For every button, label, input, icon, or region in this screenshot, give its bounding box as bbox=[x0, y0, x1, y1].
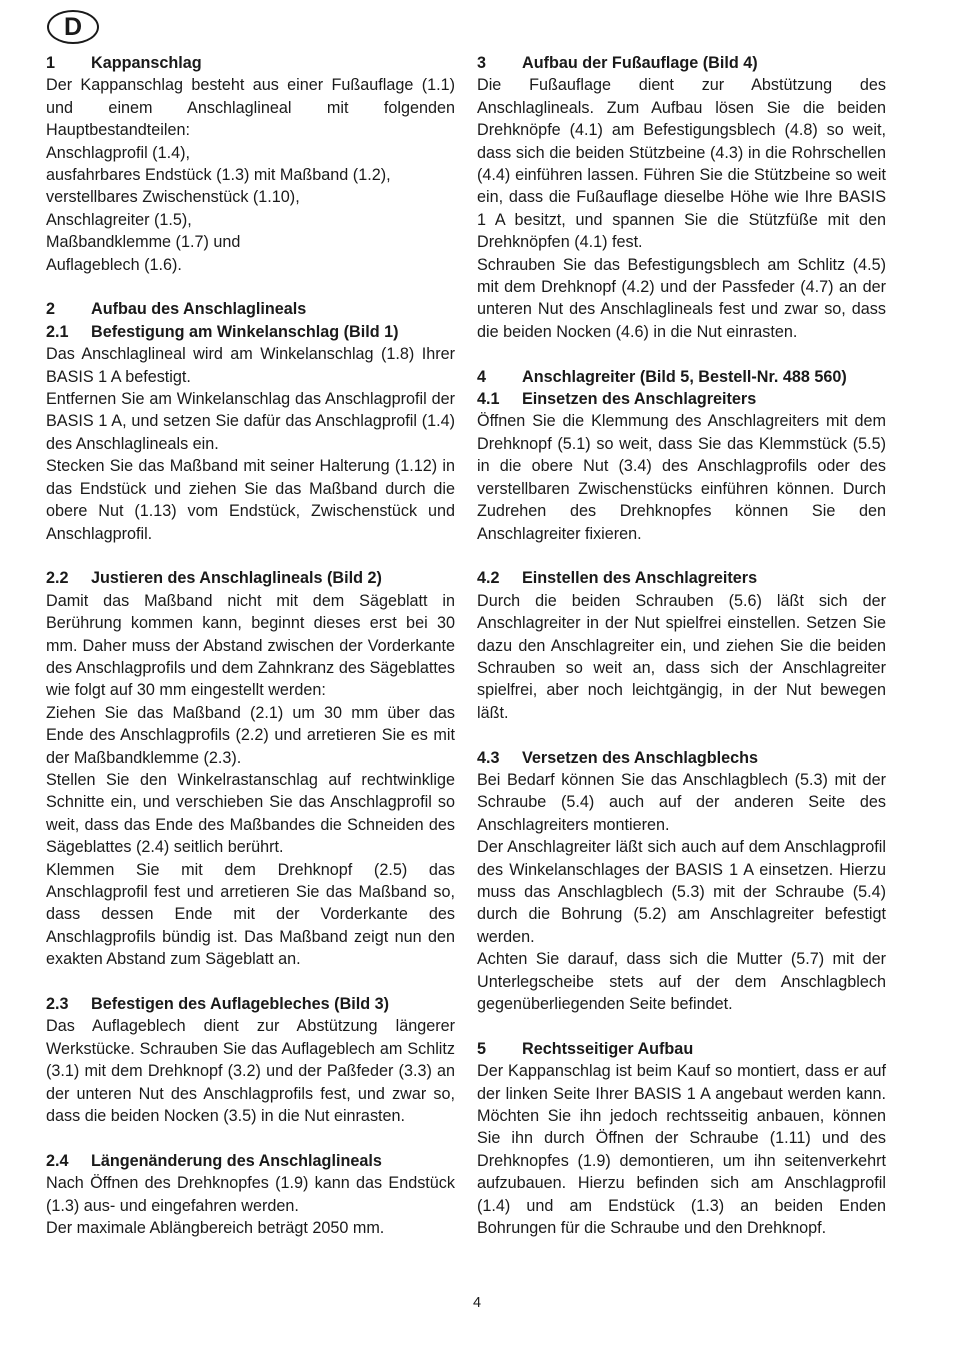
section-heading bbox=[477, 52, 886, 74]
paragraph: Durch die beiden Schrauben (5.6) läßt sich der Anschlagreiter in der Nut spielfrei einstellen. Setzen Sie dazu den Anschlagreiter ein, und ziehen Sie die beiden Schrauben so weit an, dass sich der Anschlagreiter spielfrei, aber noch leichtgängig, in der Nut bewegen läßt. bbox=[477, 591, 886, 722]
section-title: Aufbau des Anschlaglineals bbox=[91, 300, 307, 319]
paragraph: Öffnen Sie die Klemmung des Anschlagreiters mit dem Drehknopf (5.1) so weit, dass Sie das Klemmstück (5.5) in die obere Nut (3.4) des Anschlagprofils oder des verstellbaren Zwischenstücks einführen können. Durch Zudrehen des Drehknopfes können Sie den Anschlagreiter fixieren. bbox=[477, 412, 886, 543]
section-number: 2.1 bbox=[46, 322, 69, 341]
subsection-heading bbox=[46, 321, 455, 343]
subsection-heading bbox=[477, 567, 886, 589]
paragraph: Schrauben Sie das Befestigungsblech am Schlitz (4.5) mit dem Drehknopf (4.2) und der Passfeder (4.7) an der unteren Nut des Anschlaglineals fest und zwar so, dass die beiden Nocken (4.6) in die Nut einrasten. bbox=[477, 255, 886, 341]
paragraph: Der Kappanschlag ist beim Kauf so montiert, dass er auf der linken Seite Ihrer BASIS 1 A angebaut werden kann. Möchten Sie ihn jedoch rechtsseitig anbauen, können Sie ihn durch Öffnen der Schraube (1.11) und des Drehknopfes (1.9) demontieren, um ihn seitenverkehrt aufzubauen. Hierzu befinden sich am Anschlagprofil (1.4) und am Endstück (1.3) an beiden Enden Bohrungen für die Schraube und den Drehknopf. bbox=[477, 1062, 886, 1238]
subsection-heading bbox=[46, 1150, 455, 1172]
paragraph: Der Anschlagreiter läßt sich auch auf dem Anschlagprofil des Winkelanschlages der BASIS 1 A einsetzen. Hierzu muss das Anschlagblech (5.3) mit der Schraube (5.4) durch die Bohrung (5.2) am Anschlagreiter befestigt werden. bbox=[477, 838, 886, 946]
section-number: 2.2 bbox=[46, 569, 69, 588]
section-title: Einsetzen des Anschlagreiters bbox=[522, 390, 757, 409]
section-title: Justieren des Anschlaglineals (Bild 2) bbox=[91, 569, 382, 588]
paragraph: Der maximale Ablängbereich beträgt 2050 mm. bbox=[46, 1219, 385, 1238]
paragraph: Der Kappanschlag besteht aus einer Fußauflage (1.1) und einem Anschlaglineal mit folgenden Hauptbestandteilen: bbox=[46, 76, 455, 140]
section-title: Versetzen des Anschlagblechs bbox=[522, 748, 759, 767]
component-list-item: verstellbares Zwischenstück (1.10), bbox=[46, 188, 300, 207]
section-title: Längenänderung des Anschlaglineals bbox=[91, 1151, 382, 1170]
section-number: 4.3 bbox=[477, 748, 500, 767]
section-heading bbox=[46, 298, 455, 320]
paragraph: Stecken Sie das Maßband mit seiner Halterung (1.12) in das Endstück und ziehen Sie das Maßband durch die obere Nut (1.13) vom Endstück, Zwischenstück und Anschlagprofil. bbox=[46, 457, 455, 543]
component-list-item: Anschlagprofil (1.4), bbox=[46, 143, 190, 162]
right-column bbox=[477, 52, 886, 1239]
subsection-heading bbox=[477, 747, 886, 769]
language-badge: D bbox=[47, 10, 99, 44]
paragraph: Stellen Sie den Winkelrastanschlag auf rechtwinklige Schnitte ein, und verschieben Sie das Anschlagprofil so weit, dass das Ende des Maßbandes die Schneiden des Sägeblattes (2.4) seitlich berührt. bbox=[46, 770, 455, 857]
section-title: Aufbau der Fußauflage (Bild 4) bbox=[522, 54, 758, 72]
paragraph: Das Anschlaglineal wird am Winkelanschlag (1.8) Ihrer BASIS 1 A befestigt. bbox=[46, 345, 455, 386]
section-number: 2.4 bbox=[46, 1151, 69, 1170]
section-number: 1 bbox=[46, 54, 56, 72]
paragraph: Achten Sie darauf, dass sich die Mutter (5.7) mit der Unterlegscheibe stets auf der dem Anschlagblech gegenüberliegenden Seite befindet. bbox=[477, 950, 886, 1014]
page-number: 4 bbox=[472, 1295, 482, 1311]
component-list-item: Anschlagreiter (1.5), bbox=[46, 210, 192, 229]
component-list-item: ausfahrbares Endstück (1.3) mit Maßband (1.2), bbox=[46, 166, 391, 185]
paragraph: Nach Öffnen des Drehknopfes (1.9) kann das Endstück (1.3) aus- und eingefahren werden. bbox=[46, 1174, 455, 1215]
section-number: 4.1 bbox=[477, 390, 500, 409]
paragraph: Klemmen Sie mit dem Drehknopf (2.5) das Anschlagprofil fest und arretieren Sie das Maßband so, dass dessen Ende mit der Vorderkante des Anschlagprofils bündig ist. Das Maßband zeigt nun den exakten Abstand zum Sägeblatt an. bbox=[46, 860, 455, 969]
subsection-heading bbox=[46, 993, 455, 1015]
paragraph: Ziehen Sie das Maßband (2.1) um 30 mm über das Ende des Anschlagprofils (2.2) und arretieren Sie es mit der Maßbandklemme (2.3). bbox=[46, 703, 455, 767]
paragraph: Die Fußauflage dient zur Abstützung des Anschlaglineals. Zum Aufbau lösen Sie die beiden Drehknöpfe (4.1) am Befestigungsblech (4.8) so weit, dass sich die beiden Stützbeine (4.3) in die Rohrschellen (4.4) einführen lassen. Führen Sie die Stützbeine so weit ein, dass die Fußauflage dieselbe Höhe wie Ihre BASIS 1 A besitzt, und spannen Sie die Stützfüße mit den Drehknöpfen (4.1) fest. bbox=[477, 76, 886, 252]
section-title: Einstellen des Anschlagreiters bbox=[522, 569, 758, 588]
section-number: 3 bbox=[477, 54, 487, 72]
left-column bbox=[46, 52, 455, 1239]
component-list-item: Maßbandklemme (1.7) und bbox=[46, 233, 241, 252]
section-title: Anschlagreiter (Bild 5, Bestell-Nr. 488 560) bbox=[522, 367, 847, 386]
section-number: 2 bbox=[46, 300, 56, 319]
section-title: Befestigung am Winkelanschlag (Bild 1) bbox=[91, 322, 399, 341]
subsection-heading bbox=[477, 388, 886, 410]
component-list-item: Auflageblech (1.6). bbox=[46, 255, 182, 274]
section-title: Kappanschlag bbox=[91, 54, 202, 72]
subsection-heading bbox=[46, 567, 455, 589]
paragraph: Entfernen Sie am Winkelanschlag das Anschlagprofil der BASIS 1 A, und setzen Sie dafür das Anschlagprofil (1.4) des Anschlaglineals ein. bbox=[46, 390, 455, 453]
section-title: Befestigen des Auflagebleches (Bild 3) bbox=[91, 995, 390, 1014]
section-heading bbox=[477, 366, 886, 388]
section-number: 5 bbox=[477, 1039, 487, 1058]
section-heading bbox=[477, 1038, 886, 1060]
section-number: 2.3 bbox=[46, 995, 69, 1014]
paragraph: Damit das Maßband nicht mit dem Sägeblatt in Berührung kommen kann, beginnt dieses erst bei 30 mm. Daher muss der Abstand zwischen der Vorderkante des Anschlagprofils und dem Zahnkranz des Sägeblattes wie folgt auf 30 mm eingestellt werden: bbox=[46, 591, 455, 700]
section-number: 4 bbox=[477, 367, 487, 386]
section-number: 4.2 bbox=[477, 569, 500, 588]
paragraph: Bei Bedarf können Sie das Anschlagblech (5.3) mit der Schraube (5.4) auch auf der anderen Seite des Anschlagreiters montieren. bbox=[477, 770, 886, 834]
section-heading bbox=[46, 52, 455, 74]
paragraph: Das Auflageblech dient zur Abstützung längerer Werkstücke. Schrauben Sie das Auflageblech am Schlitz (3.1) mit dem Drehknopf (3.2) und der Paßfeder (3.3) an der unteren Nut des Anschlagprofils fest, und zwar so, dass die beiden Nocken (3.5) in die Nut einrasten. bbox=[46, 1017, 455, 1126]
section-title: Rechtsseitiger Aufbau bbox=[522, 1039, 694, 1058]
